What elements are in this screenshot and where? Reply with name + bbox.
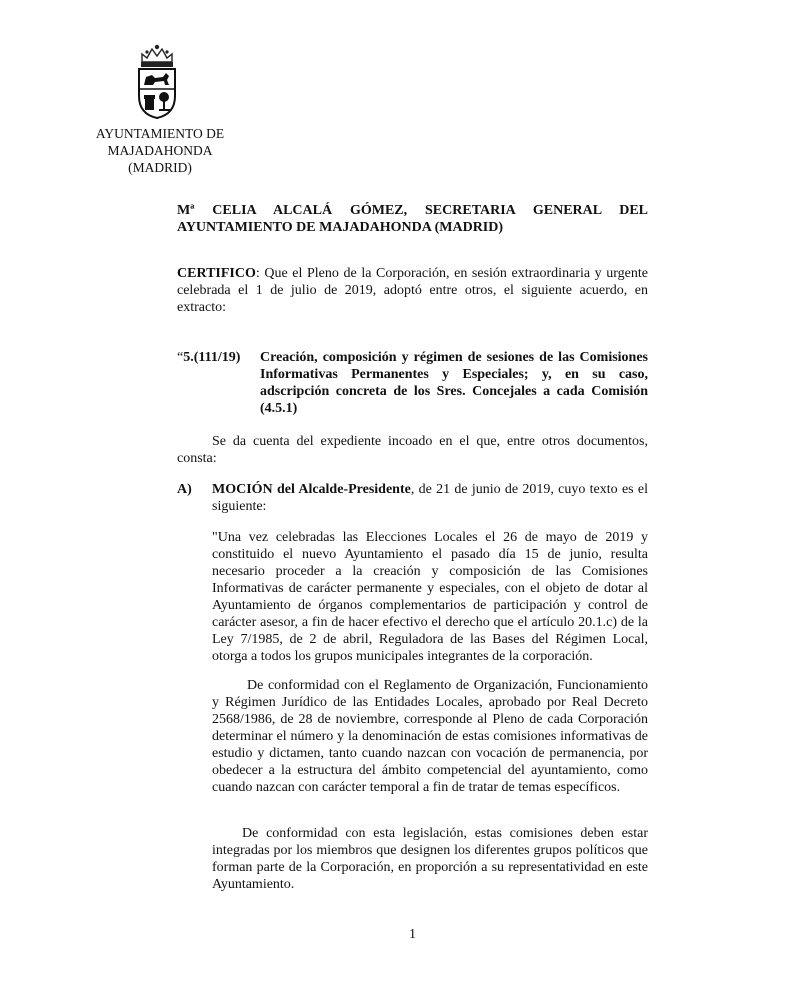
secretary-heading [177, 202, 648, 236]
body-paragraph: De conformidad con el Reglamento de Organización, Funcionamiento y Régimen Jurídico de las Entidades Locales, aprobado por Real Decreto 2568/1986, de 28 de noviembre, corresponde al Pleno de cada Corporación determinar el número y la denominación de estas comisiones informativas de estudio y dictamen, tanto cuando nazcan con vocación de permanencia, por obedecer a la estructura del ámbito competencial del ayuntamiento, como cuando nazcan con carácter temporal a fin de tratar de temas específicos. [212, 678, 648, 795]
motion-text: , de 21 de junio de 2019, cuyo texto es el siguiente: [212, 482, 648, 514]
council-line: MAJADAHONDA [107, 143, 213, 158]
body-paragraph: De conformidad con esta legislación, estas comisiones deben estar integradas por los miembros que designen los diferentes grupos políticos que forman parte de la Corporación, en proporción a su representatividad en este Ayuntamiento. [212, 826, 648, 892]
certification-text: : Que el Pleno de la Corporación, en sesión extraordinaria y urgente celebrada el 1 de julio de 2019, adoptó entre otros, el siguiente acuerdo, en extracto: [177, 266, 648, 315]
motion-letter: A) [177, 482, 192, 497]
certifico-label: CERTIFICO [177, 266, 256, 281]
motion-title: MOCIÓN del Alcalde-Presidente [212, 482, 411, 497]
council-line: (MADRID) [128, 160, 192, 175]
motion-paragraph [212, 481, 648, 515]
council-name [60, 125, 260, 176]
body-paragraph: "Una vez celebradas las Elecciones Locales el 26 de mayo de 2019 y constituido el nuevo Ayuntamiento el pasado día 15 de junio, resulta necesario proceder a la creación y composición de las Comisiones Informativas de carácter permanente y especiales, con el objeto de dotar al Ayuntamiento de órganos complementarios de participación y control de carácter asesor, a fin de hacer efectivo el derecho que el artículo 20.1.c) de la Ley 7/1985, de 2 de abril, Reguladora de las Bases del Régimen Local, otorga a todos los grupos municipales integrantes de la corporación. [212, 530, 648, 664]
opening-quote: “ [177, 350, 184, 365]
certification-paragraph [177, 265, 648, 316]
page-number: 1 [409, 927, 416, 942]
agenda-item-title: Creación, composición y régimen de sesiones de las Comisiones Informativas Permanentes y Especiales; y, en su caso, adscripción concreta de los Sres. Concejales a cada Comisión (4.5.1) [260, 350, 648, 416]
agenda-item-number [177, 349, 240, 366]
heading-line-2: AYUNTAMIENTO DE MAJADAHONDA (MADRID) [177, 220, 504, 235]
coat-of-arms-icon [133, 42, 181, 120]
heading-line-1: Mª CELIA ALCALÁ GÓMEZ, SECRETARIA GENERAL DEL [177, 203, 648, 218]
intro-paragraph: Se da cuenta del expediente incoado en el que, entre otros documentos, consta: [177, 434, 648, 466]
item-number: 5.(111/19) [183, 350, 241, 365]
council-line: AYUNTAMIENTO DE [95, 126, 225, 141]
